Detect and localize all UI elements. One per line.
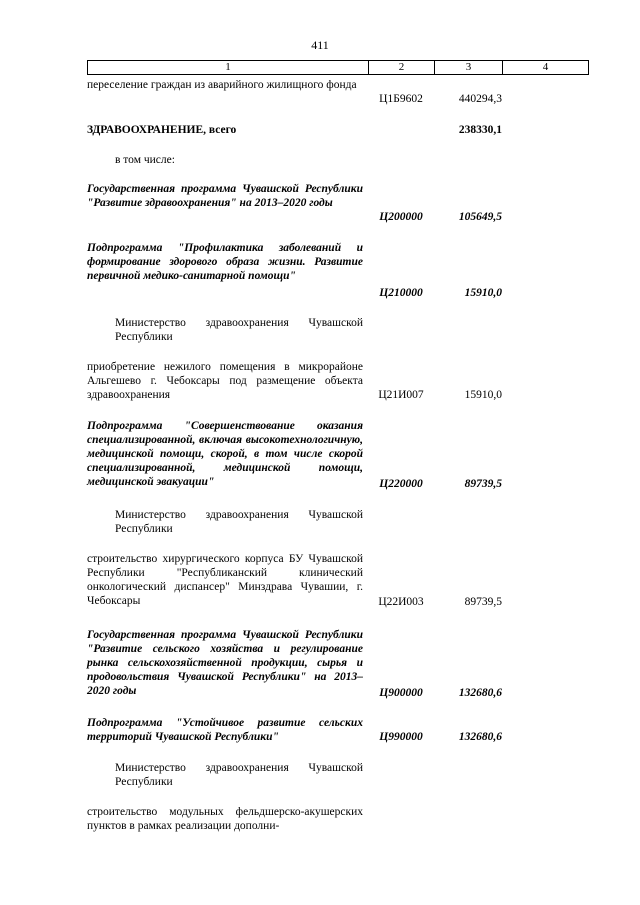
row-text: ЗДРАВООХРАНЕНИЕ, всего xyxy=(87,124,237,136)
row-amount: 15910,0 xyxy=(464,287,502,299)
row-text: приобретение нежилого помещения в микрорайоне Альгешево г. Чебоксары под размещение объекта здравоохранения xyxy=(87,361,363,401)
row-text: Министерство здравоохранения Чувашской Республики xyxy=(115,509,363,535)
header-col-1: 1 xyxy=(88,61,369,74)
row-amount: 89739,5 xyxy=(464,596,502,608)
row-text: Подпрограмма "Профилактика заболеваний и формирование здорового образа жизни. Развитие первичной медико-санитарной помощи" xyxy=(87,242,363,282)
row-code: Ц210000 xyxy=(379,287,423,299)
row-text: Подпрограмма "Устойчивое развитие сельских территорий Чувашской Республики" xyxy=(87,717,363,743)
row-text: Государственная программа Чувашской Республики "Развитие здравоохранения" на 2013–2020 годы xyxy=(87,183,363,209)
row-code: Ц1Б9602 xyxy=(379,93,423,105)
row-text: Министерство здравоохранения Чувашской Республики xyxy=(115,762,363,788)
row-code: Ц990000 xyxy=(379,731,423,743)
row-code: Ц200000 xyxy=(379,211,423,223)
row-text: Министерство здравоохранения Чувашской Республики xyxy=(115,317,363,343)
row-amount: 238330,1 xyxy=(458,124,502,136)
row-text: строительство хирургического корпуса БУ Чувашской Республики "Республиканский клинический онкологический диспансер" Минздрава Чувашии, г. Чебоксары xyxy=(87,553,363,607)
row-amount: 15910,0 xyxy=(464,389,502,401)
row-amount: 105649,5 xyxy=(458,211,502,223)
row-amount: 132680,6 xyxy=(458,687,502,699)
row-amount: 132680,6 xyxy=(458,731,502,743)
row-text: строительство модульных фельдшерско-акушерских пунктов в рамках реализации дополни- xyxy=(87,806,363,832)
header-col-2: 2 xyxy=(369,61,435,74)
row-text: Государственная программа Чувашской Республики "Развитие сельского хозяйства и регулирование рынка сельскохозяйственной продукции, сырья и продовольствия Чувашской Республики" на 2013–2020 годы xyxy=(87,629,363,697)
header-col-4: 4 xyxy=(542,61,549,73)
row-code: Ц22И003 xyxy=(378,596,424,608)
header-col-3: 3 xyxy=(435,61,503,74)
row-text: переселение граждан из аварийного жилищного фонда xyxy=(87,79,357,91)
row-code: Ц900000 xyxy=(379,687,423,699)
row-text: Подпрограмма "Совершенствование оказания специализированной, включая высокотехнологичную, медицинской помощи, скорой, в том числе скорой специализированной, медицинской помощи, медицинской эвакуации" xyxy=(87,420,363,488)
page-number: 411 xyxy=(311,38,329,52)
table-header xyxy=(87,60,589,75)
row-code: Ц220000 xyxy=(379,478,423,490)
row-text: в том числе: xyxy=(115,154,175,166)
row-code: Ц21И007 xyxy=(378,389,424,401)
row-amount: 440294,3 xyxy=(458,93,502,105)
row-amount: 89739,5 xyxy=(464,478,502,490)
